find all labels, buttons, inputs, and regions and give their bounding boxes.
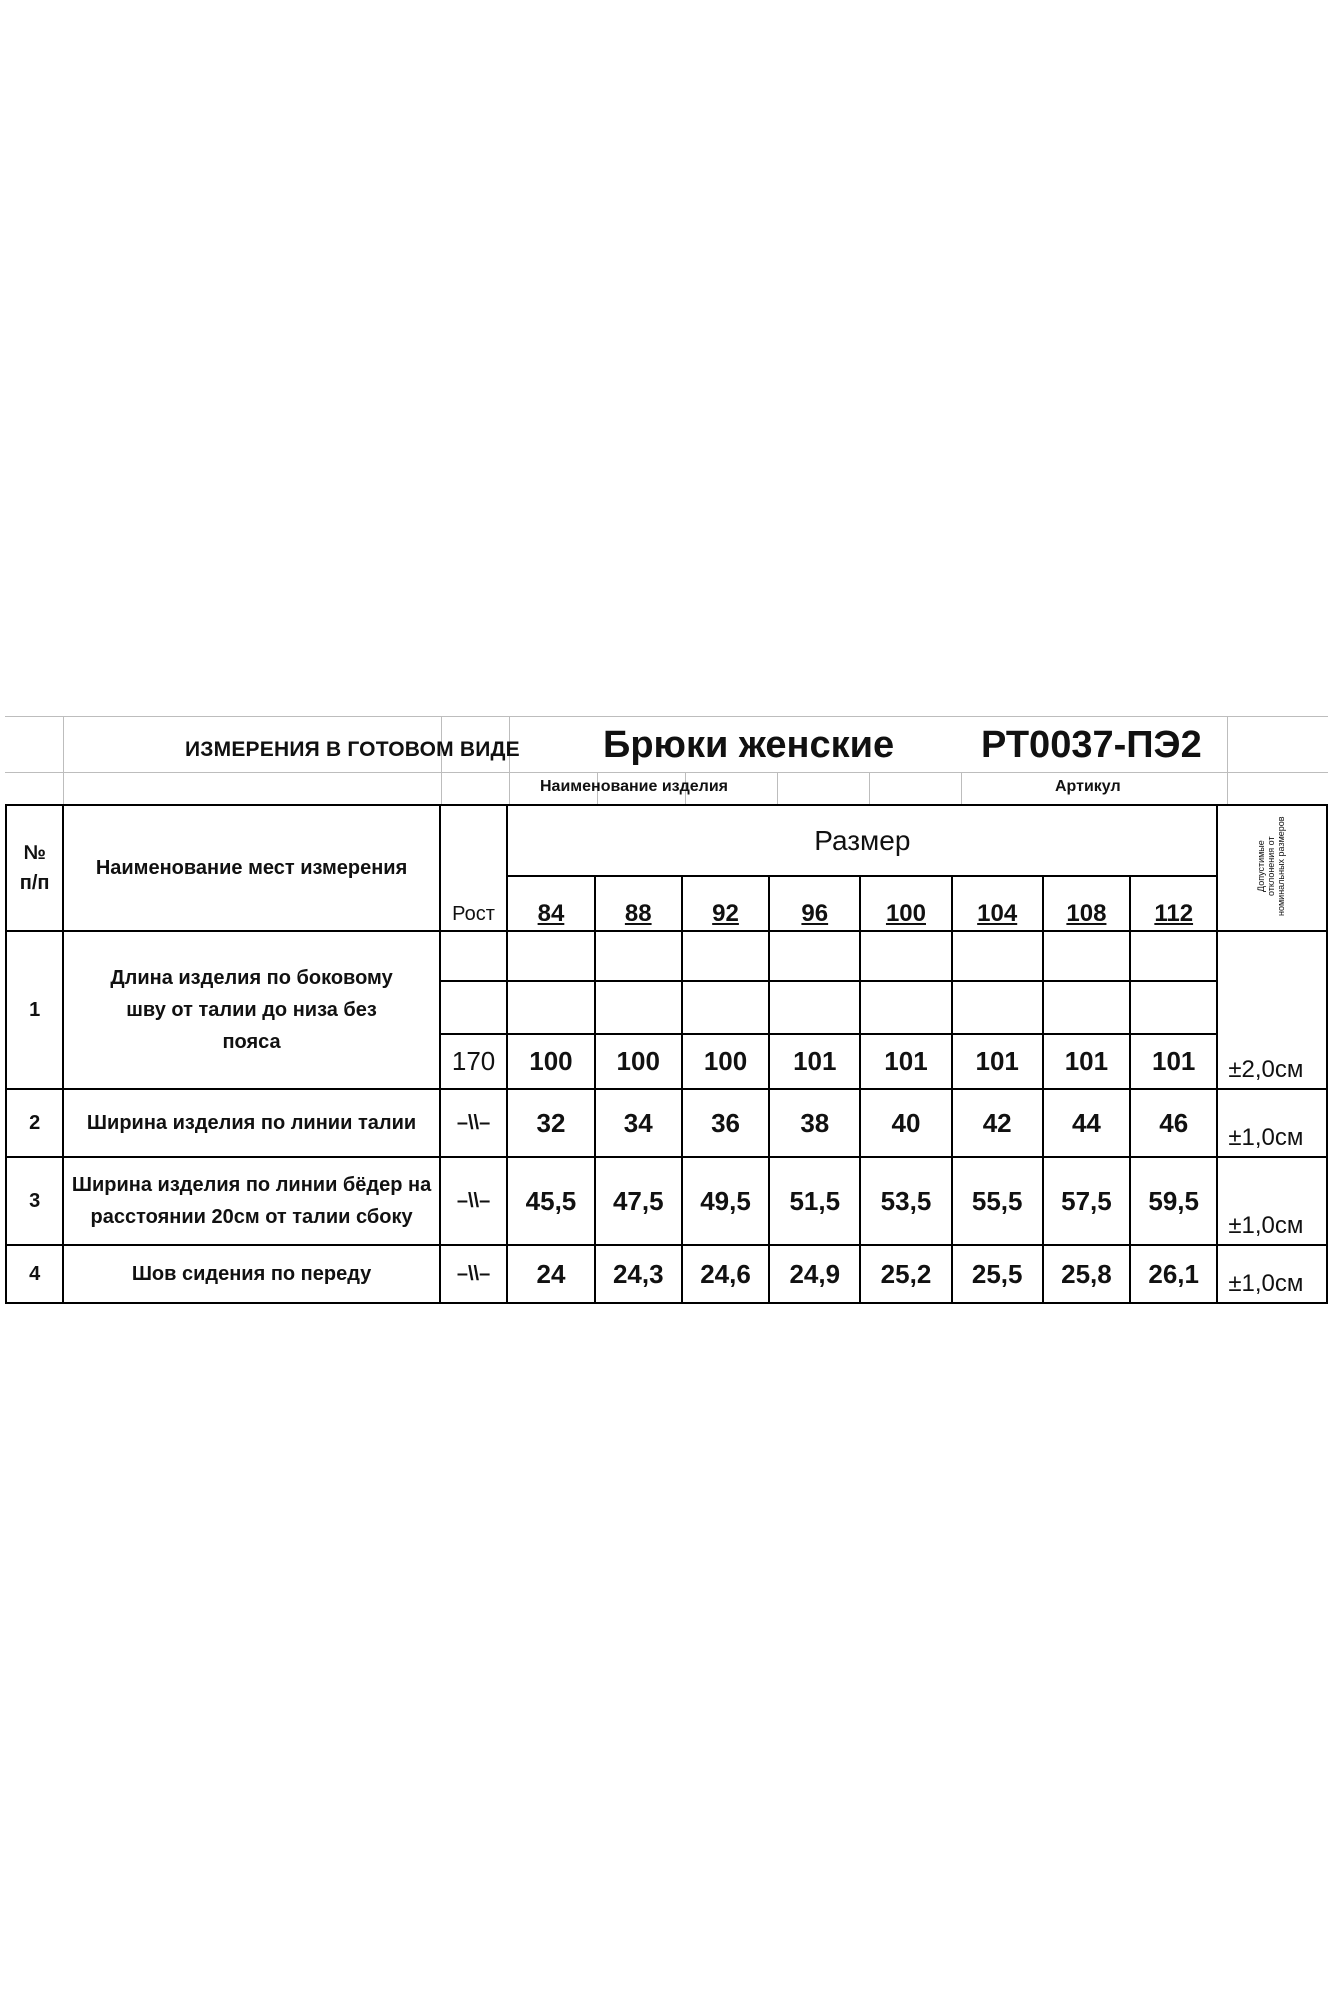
row1-height: 170 bbox=[440, 1034, 508, 1089]
header-height: Рост bbox=[440, 805, 508, 931]
row1-empty-cell bbox=[595, 931, 682, 981]
row4-name: Шов сидения по переду bbox=[63, 1245, 439, 1303]
row1-empty-cell bbox=[1130, 931, 1217, 981]
row2-value: 42 bbox=[952, 1089, 1043, 1157]
row3-value: 45,5 bbox=[507, 1157, 594, 1245]
header-tolerance-label: Допустимые отклонения от номинальных размеров bbox=[1256, 815, 1287, 916]
row2-tolerance: ±1,0см bbox=[1217, 1089, 1327, 1157]
row1-empty-cell bbox=[507, 931, 594, 981]
row3-height: –\\– bbox=[440, 1157, 508, 1245]
size-92: 92 bbox=[682, 876, 769, 931]
size-112: 112 bbox=[1130, 876, 1217, 931]
row3-value: 47,5 bbox=[595, 1157, 682, 1245]
row1-empty-cell bbox=[507, 981, 594, 1034]
row1-empty-cell bbox=[682, 931, 769, 981]
header-tolerance bbox=[1217, 805, 1327, 931]
row3-num: 3 bbox=[6, 1157, 63, 1245]
size-96: 96 bbox=[769, 876, 860, 931]
row1-name bbox=[63, 931, 439, 1089]
row3-value: 53,5 bbox=[860, 1157, 951, 1245]
row1-value: 101 bbox=[1043, 1034, 1130, 1089]
row1-tolerance: ±2,0см bbox=[1217, 931, 1327, 1089]
document-title: ИЗМЕРЕНИЯ В ГОТОВОМ ВИДЕ bbox=[185, 738, 520, 761]
row4-value: 25,2 bbox=[860, 1245, 951, 1303]
row4-value: 25,8 bbox=[1043, 1245, 1130, 1303]
row2-value: 46 bbox=[1130, 1089, 1217, 1157]
row4-height: –\\– bbox=[440, 1245, 508, 1303]
row4-value: 24,3 bbox=[595, 1245, 682, 1303]
header-num bbox=[6, 805, 63, 931]
measurement-sheet bbox=[5, 716, 1328, 1297]
measurements-table bbox=[5, 804, 1328, 1304]
row1-empty-cell bbox=[1043, 931, 1130, 981]
row1-empty-cell bbox=[769, 981, 860, 1034]
row1-value: 100 bbox=[595, 1034, 682, 1089]
row1-empty-cell bbox=[595, 981, 682, 1034]
row2-name: Ширина изделия по линии талии bbox=[63, 1089, 439, 1157]
row1-empty-cell bbox=[860, 931, 951, 981]
size-108: 108 bbox=[1043, 876, 1130, 931]
row4-value: 26,1 bbox=[1130, 1245, 1217, 1303]
header-size-group: Размер bbox=[507, 805, 1217, 876]
row4-tolerance: ±1,0см bbox=[1217, 1245, 1327, 1303]
row1-value: 101 bbox=[769, 1034, 860, 1089]
row1-empty-cell bbox=[860, 981, 951, 1034]
row1-value: 101 bbox=[1130, 1034, 1217, 1089]
row3-value: 51,5 bbox=[769, 1157, 860, 1245]
row3-value: 49,5 bbox=[682, 1157, 769, 1245]
article-caption: Артикул bbox=[1055, 778, 1121, 795]
row1-empty-cell bbox=[769, 931, 860, 981]
row1-empty-cell bbox=[1130, 981, 1217, 1034]
row3-name: Ширина изделия по линии бёдер на расстоянии 20см от талии сбоку bbox=[63, 1157, 439, 1245]
row4-value: 24,6 bbox=[682, 1245, 769, 1303]
row1-value: 100 bbox=[682, 1034, 769, 1089]
size-88: 88 bbox=[595, 876, 682, 931]
row1-empty-cell bbox=[440, 931, 508, 981]
row4-value: 25,5 bbox=[952, 1245, 1043, 1303]
header-measure-name: Наименование мест измерения bbox=[63, 805, 439, 931]
row2-value: 38 bbox=[769, 1089, 860, 1157]
row4-num: 4 bbox=[6, 1245, 63, 1303]
article-number: РТ0037-ПЭ2 bbox=[981, 724, 1202, 766]
row3-value: 55,5 bbox=[952, 1157, 1043, 1245]
row1-empty-cell bbox=[1043, 981, 1130, 1034]
row2-height: –\\– bbox=[440, 1089, 508, 1157]
header-num-label: № п/п bbox=[19, 842, 50, 894]
row2-value: 44 bbox=[1043, 1089, 1130, 1157]
row2-value: 34 bbox=[595, 1089, 682, 1157]
row2-value: 36 bbox=[682, 1089, 769, 1157]
row3-value: 59,5 bbox=[1130, 1157, 1217, 1245]
size-84: 84 bbox=[507, 876, 594, 931]
row1-name-text: Длина изделия по боковому шву от талии до низа без пояса bbox=[110, 967, 393, 1053]
row1-value: 101 bbox=[860, 1034, 951, 1089]
row2-num: 2 bbox=[6, 1089, 63, 1157]
product-name-caption: Наименование изделия bbox=[540, 778, 729, 795]
row4-value: 24 bbox=[507, 1245, 594, 1303]
row3-value: 57,5 bbox=[1043, 1157, 1130, 1245]
row2-value: 40 bbox=[860, 1089, 951, 1157]
row1-empty-cell bbox=[952, 931, 1043, 981]
size-100: 100 bbox=[860, 876, 951, 931]
size-104: 104 bbox=[952, 876, 1043, 931]
row4-value: 24,9 bbox=[769, 1245, 860, 1303]
row1-value: 100 bbox=[507, 1034, 594, 1089]
row2-value: 32 bbox=[507, 1089, 594, 1157]
row1-empty-cell bbox=[952, 981, 1043, 1034]
row1-num: 1 bbox=[6, 931, 63, 1089]
row3-tolerance: ±1,0см bbox=[1217, 1157, 1327, 1245]
row1-empty-cell bbox=[440, 981, 508, 1034]
product-name: Брюки женские bbox=[603, 724, 895, 766]
row1-empty-cell bbox=[682, 981, 769, 1034]
row1-value: 101 bbox=[952, 1034, 1043, 1089]
